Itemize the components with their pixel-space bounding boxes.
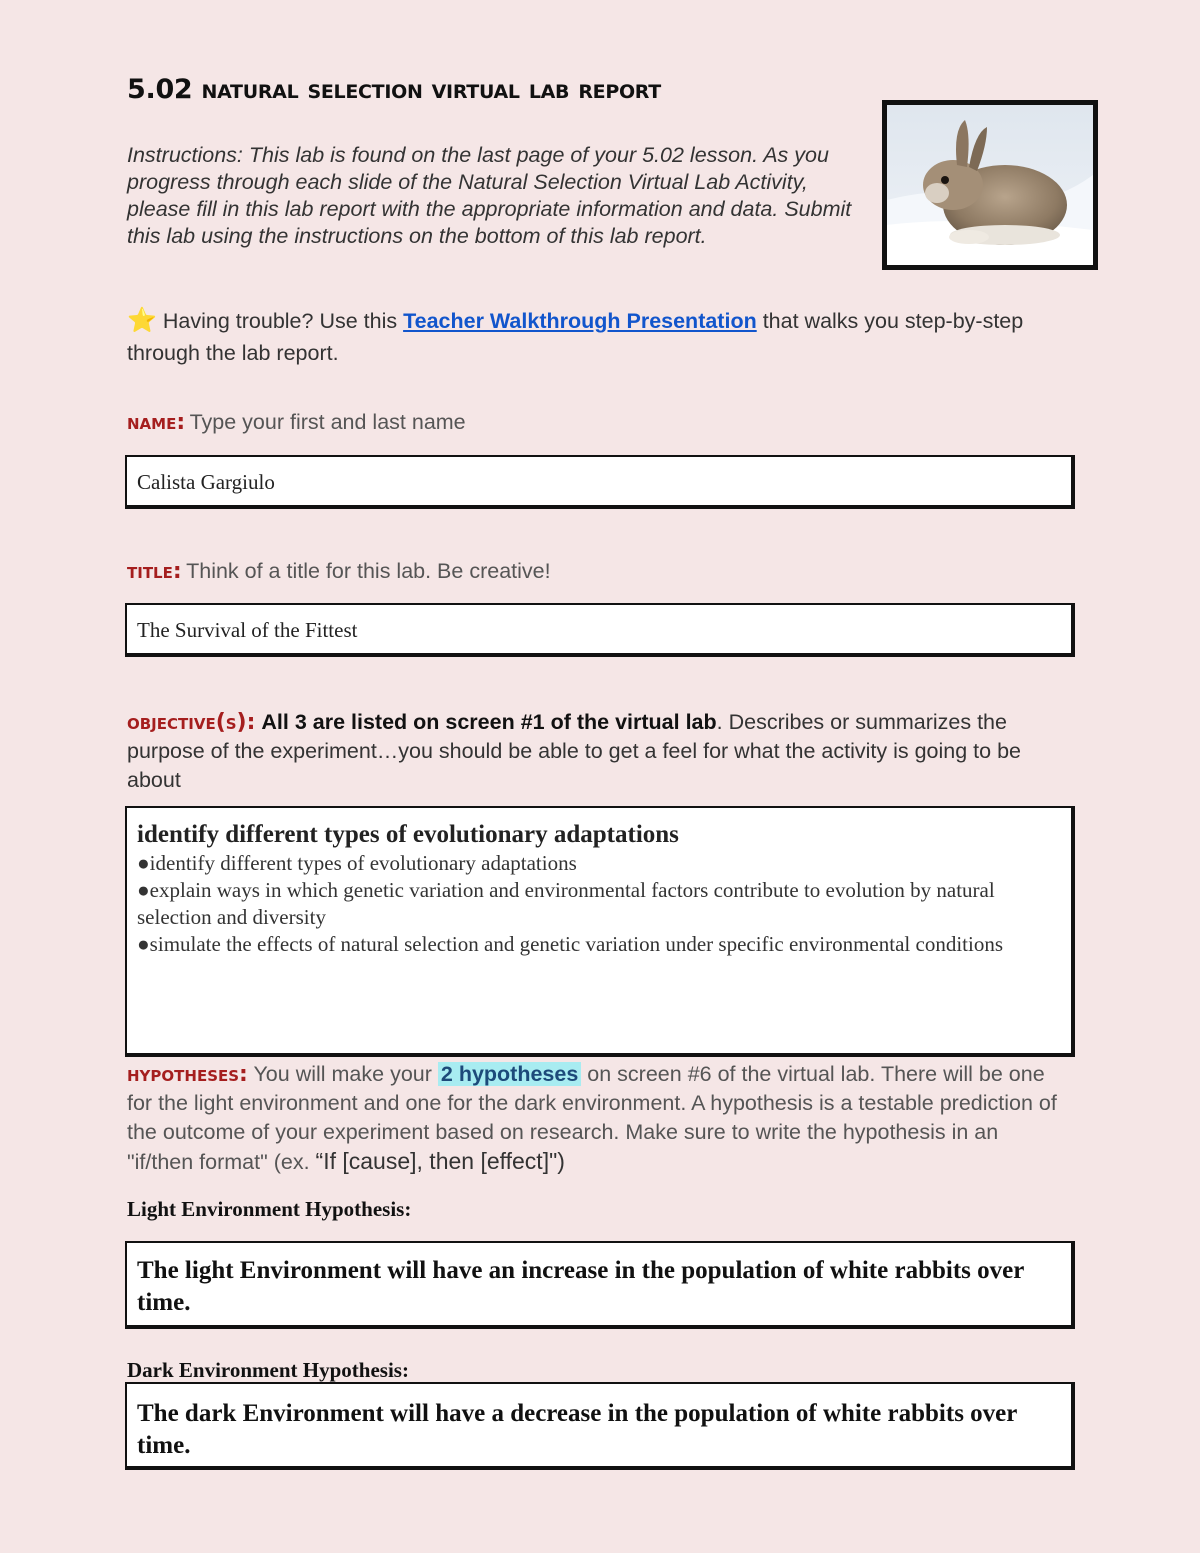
hypotheses-description: [127, 1060, 1067, 1177]
rabbit-icon: [887, 105, 1093, 265]
hypotheses-highlight: 2 hypotheses: [438, 1062, 581, 1086]
light-hypothesis-label: Light Environment Hypothesis:: [127, 1197, 412, 1221]
objectives-hint: . Describes or summarizes the purpose of the experiment…you should be able to get a feel for what the activity is going to be about: [127, 710, 1021, 792]
hypotheses-label: hypotheses:: [127, 1062, 248, 1087]
name-value: Calista Gargiulo: [137, 470, 275, 494]
hypotheses-text-c: There will be one for the light environment and one for the dark environment. A hypothesis is a testable prediction of the outcome of your experiment based on research. Make sure to write the hypothesis in an "if/then format" (ex.: [127, 1062, 1057, 1174]
objectives-label: objective(s):: [127, 710, 256, 735]
objectives-description: [127, 708, 1067, 795]
dark-hypothesis-value: The dark Environment will have a decrease in the population of white rabbits over time.: [137, 1400, 1017, 1459]
hypotheses-text-a: You will make your: [253, 1062, 432, 1086]
dark-hypothesis-label: Dark Environment Hypothesis:: [127, 1358, 409, 1382]
name-label: name:: [127, 410, 186, 435]
title-label-row: [127, 559, 551, 584]
light-hypothesis-field[interactable]: [125, 1241, 1075, 1329]
walkthrough-link[interactable]: Teacher Walkthrough Presentation: [403, 309, 757, 333]
name-label-row: [127, 410, 466, 435]
objectives-box-title: identify different types of evolutionary adaptations: [137, 821, 679, 848]
page-title: 5.02 natural selection virtual lab report: [127, 74, 661, 105]
hypotheses-text-b: on screen #6 of the virtual lab.: [587, 1062, 876, 1086]
objectives-note: All 3 are listed on screen #1 of the virtual lab: [261, 710, 717, 734]
objective-line: ●identify different types of evolutionary adaptations: [137, 851, 577, 875]
objective-line: selection and diversity: [137, 905, 326, 929]
title-label: title:: [127, 559, 182, 584]
title-value: The Survival of the Fittest: [137, 618, 358, 642]
light-hypothesis-value: The light Environment will have an increase in the population of white rabbits over time.: [137, 1257, 1024, 1316]
title-hint: Think of a title for this lab. Be creative!: [186, 559, 551, 583]
name-field[interactable]: [125, 455, 1075, 509]
objectives-field[interactable]: [125, 806, 1075, 1057]
objective-line: ●simulate the effects of natural selection and genetic variation under specific environmental conditions: [137, 932, 1003, 956]
help-prefix: Having trouble? Use this: [162, 309, 398, 333]
title-field[interactable]: [125, 603, 1075, 657]
star-icon: ⭐: [127, 307, 157, 334]
help-suffix: that walks you step-by-step through the lab report.: [127, 309, 1024, 365]
hypotheses-example: “If [cause], then [effect]"): [315, 1148, 565, 1174]
objective-line: ●explain ways in which genetic variation and environmental factors contribute to evolution by natural: [137, 878, 995, 902]
name-hint: Type your first and last name: [189, 410, 466, 434]
dark-hypothesis-field[interactable]: [125, 1382, 1075, 1470]
instructions-text: Instructions: This lab is found on the last page of your 5.02 lesson. As you progress through each slide of the Natural Selection Virtual Lab Activity, please fill in this lab report with the appropriate information and data. Submit this lab using the instructions on the bottom of this lab report.: [127, 143, 852, 248]
help-line: [127, 305, 1027, 369]
rabbit-photo: [882, 100, 1098, 270]
